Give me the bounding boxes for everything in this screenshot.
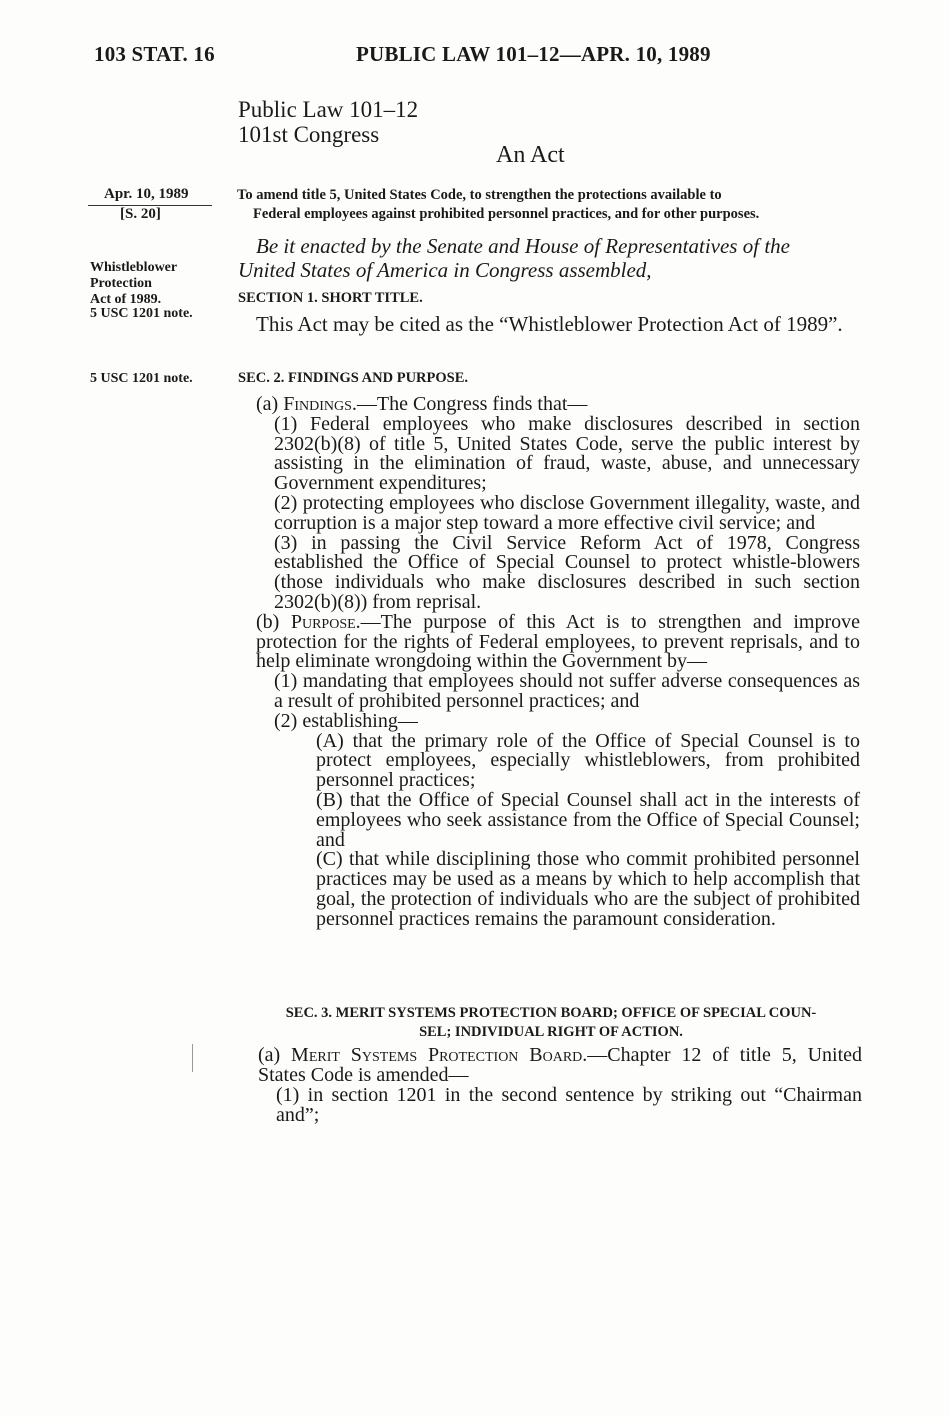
section-2-body — [238, 395, 860, 930]
section-3-heading-line: SEC. 3. MERIT SYSTEMS PROTECTION BOARD; OFFICE OF SPECIAL COUN- — [285, 1005, 817, 1021]
margin-mark — [192, 1044, 193, 1072]
subpurpose-paragraph: (B) that the Office of Special Counsel shall act in the interests of employees who seek assistance from the Office of Special Counsel; and — [316, 788, 860, 851]
subsection-label: (a) — [258, 1044, 292, 1066]
running-title: PUBLIC LAW 101–12—APR. 10, 1989 — [356, 42, 711, 66]
margin-short-title-note — [90, 260, 230, 308]
margin-date: Apr. 10, 1989 — [104, 186, 189, 202]
enacting-line: United States of America in Congress assembled, — [238, 258, 652, 282]
mspb-subsection — [240, 1045, 862, 1085]
section-3-heading-line: SEL; INDIVIDUAL RIGHT OF ACTION. — [419, 1024, 683, 1040]
findings-subsection — [238, 395, 860, 415]
subsection-intro: .—The purpose of this Act is to strengthen and improve protection for the rights of Federal employees, to prevent reprisals, and to help eliminate wrongdoing within the Government by— — [256, 610, 860, 673]
purpose-line: To amend title 5, United States Code, to strengthen the protections available to — [237, 187, 722, 203]
subpurpose-paragraph: (C) that while disciplining those who commit prohibited personnel practices may be used as a means by which to help accomplish that goal, the protection of individuals who are the subject of prohibited personnel practices remains the paramount consideration. — [316, 848, 860, 930]
subsection-heading: Purpose — [290, 610, 356, 633]
margin-usc-note: 5 USC 1201 note. — [90, 306, 193, 321]
page-stat-number: 103 STAT. 16 — [94, 42, 215, 66]
section-3-heading — [240, 1004, 862, 1042]
section-1-text — [238, 313, 860, 336]
margin-usc-note: 5 USC 1201 note. — [90, 371, 193, 386]
margin-bill-number: [S. 20] — [120, 206, 161, 222]
margin-short-title-line: Whistleblower — [90, 260, 178, 275]
section-1-heading: SECTION 1. SHORT TITLE. — [238, 290, 423, 306]
amendment-item: (1) in section 1201 in the second sentence by striking out “Chairman and”; — [276, 1084, 862, 1126]
purpose-paragraph: (1) mandating that employees should not suffer adverse consequences as a result of prohibited personnel practices; and — [274, 670, 860, 712]
short-title-paragraph: This Act may be cited as the “Whistleblower Protection Act of 1989”. — [256, 312, 843, 336]
margin-short-title-line: Protection — [90, 276, 152, 291]
enacting-line: Be it enacted by the Senate and House of Representatives of the — [256, 234, 790, 258]
purpose-clause — [237, 186, 861, 224]
finding-paragraph: (3) in passing the Civil Service Reform Act of 1978, Congress established the Office of Special Counsel to protect whistle-blowers (those individuals who make disclosures described in such section 2302(b)(8)) from reprisal. — [274, 531, 860, 613]
subsection-label: (b) — [256, 610, 291, 633]
enacting-clause — [238, 234, 860, 282]
margin-short-title-line: Act of 1989. — [90, 292, 162, 307]
purpose-subsection — [238, 610, 860, 673]
subsection-intro: .—Chapter 12 of title 5, United States Code is amended— — [258, 1044, 862, 1086]
subsection-label: (a) — [256, 393, 284, 415]
subsection-heading: Findings — [283, 393, 352, 415]
finding-paragraph: (2) protecting employees who disclose Government illegality, waste, and corruption is a major step toward a more effective civil service; and — [274, 491, 860, 534]
finding-paragraph: (1) Federal employees who make disclosures described in section 2302(b)(8) of title 5, United States Code, serve the public interest by assisting in the elimination of fraud, waste, abuse, and unnecessary Government expenditures; — [274, 412, 860, 495]
public-law-title: Public Law 101–12 — [238, 97, 419, 122]
purpose-line: Federal employees against prohibited personnel practices, and for other purposes. — [253, 206, 760, 222]
subsection-intro: .—The Congress finds that— — [351, 393, 588, 415]
subpurpose-paragraph: (A) that the primary role of the Office of Special Counsel is to protect employees, especially whistleblowers, from prohibited personnel practices; — [316, 729, 860, 792]
section-3-body — [240, 1045, 862, 1125]
an-act-heading: An Act — [496, 142, 565, 168]
section-2-heading: SEC. 2. FINDINGS AND PURPOSE. — [238, 370, 469, 386]
congress-title: 101st Congress — [238, 122, 380, 147]
purpose-paragraph: (2) establishing— — [274, 709, 418, 732]
subsection-heading: Merit Systems Protection Board — [291, 1044, 583, 1066]
